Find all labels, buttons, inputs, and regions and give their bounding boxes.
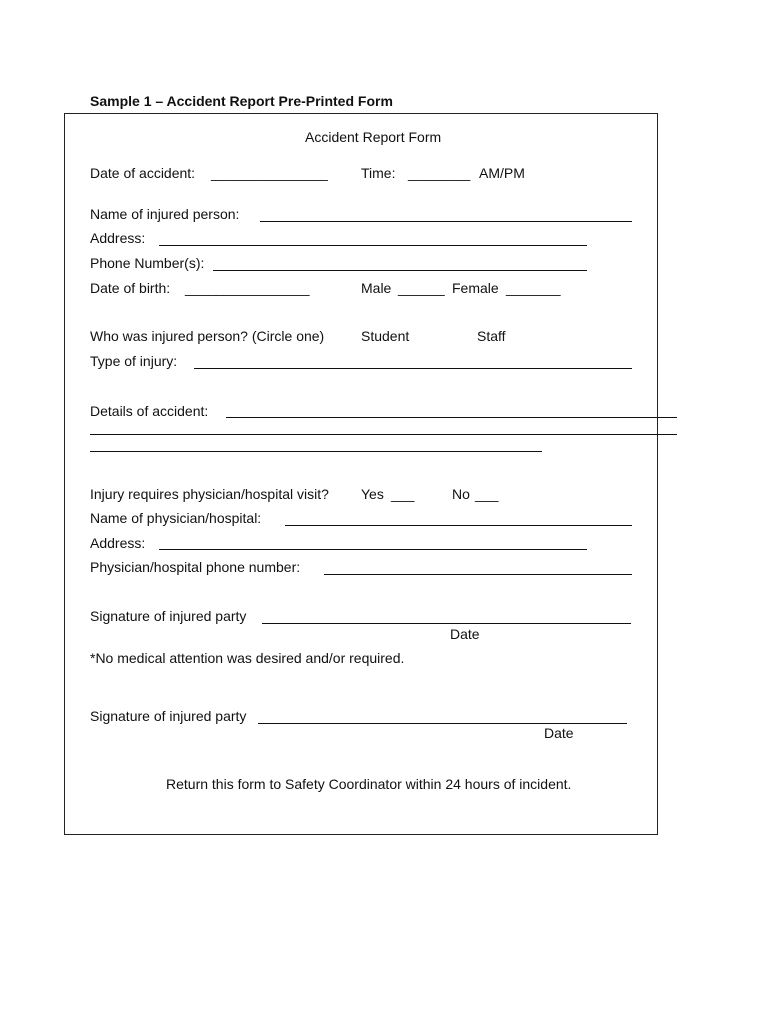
student-option[interactable]: Student [361, 328, 410, 344]
form-title: Accident Report Form [305, 129, 442, 145]
details-field-line-3[interactable] [90, 451, 542, 452]
details-label: Details of accident: [90, 403, 209, 419]
document-title: Sample 1 – Accident Report Pre-Printed Form [90, 93, 393, 109]
injured-address-field[interactable] [159, 245, 587, 246]
time-label: Time: [361, 165, 396, 181]
date-of-accident-field[interactable]: _______________ [211, 165, 328, 181]
physician-phone-field[interactable] [324, 574, 632, 575]
physician-address-label: Address: [90, 535, 146, 551]
type-of-injury-field[interactable] [194, 368, 632, 369]
dob-label: Date of birth: [90, 280, 171, 296]
yes-field[interactable]: ___ [391, 486, 415, 502]
am-pm-label: AM/PM [479, 165, 525, 181]
dob-field[interactable]: ________________ [185, 280, 310, 296]
physician-phone-label: Physician/hospital phone number: [90, 559, 301, 575]
no-medical-note: *No medical attention was desired and/or required. [90, 650, 405, 666]
male-field[interactable]: ______ [398, 280, 445, 296]
injured-address-label: Address: [90, 230, 146, 246]
male-label: Male [361, 280, 392, 296]
type-of-injury-label: Type of injury: [90, 353, 178, 369]
staff-option[interactable]: Staff [477, 328, 506, 344]
date-of-accident-label: Date of accident: [90, 165, 196, 181]
physician-name-field[interactable] [285, 525, 632, 526]
physician-name-label: Name of physician/hospital: [90, 510, 262, 526]
time-field[interactable]: ________ [408, 165, 471, 181]
female-label: Female [452, 280, 499, 296]
physician-address-field[interactable] [159, 549, 587, 550]
phone-label: Phone Number(s): [90, 255, 205, 271]
who-injured-label: Who was injured person? (Circle one) [90, 328, 325, 344]
yes-label: Yes [361, 486, 384, 502]
signature-label-1: Signature of injured party [90, 608, 247, 624]
injured-name-field[interactable] [260, 221, 632, 222]
phone-field[interactable] [213, 270, 587, 271]
date-label-2: Date [544, 725, 574, 741]
signature-field-1[interactable] [262, 623, 631, 624]
signature-label-2: Signature of injured party [90, 708, 247, 724]
return-note: Return this form to Safety Coordinator within 24 hours of incident. [166, 776, 572, 792]
no-label: No [452, 486, 470, 502]
details-field-line-1[interactable] [226, 417, 677, 418]
details-field-line-2[interactable] [90, 434, 677, 435]
injured-name-label: Name of injured person: [90, 206, 240, 222]
physician-visit-label: Injury requires physician/hospital visit? [90, 486, 329, 502]
no-field[interactable]: ___ [475, 486, 499, 502]
female-field[interactable]: _______ [506, 280, 561, 296]
date-label-1: Date [450, 626, 480, 642]
